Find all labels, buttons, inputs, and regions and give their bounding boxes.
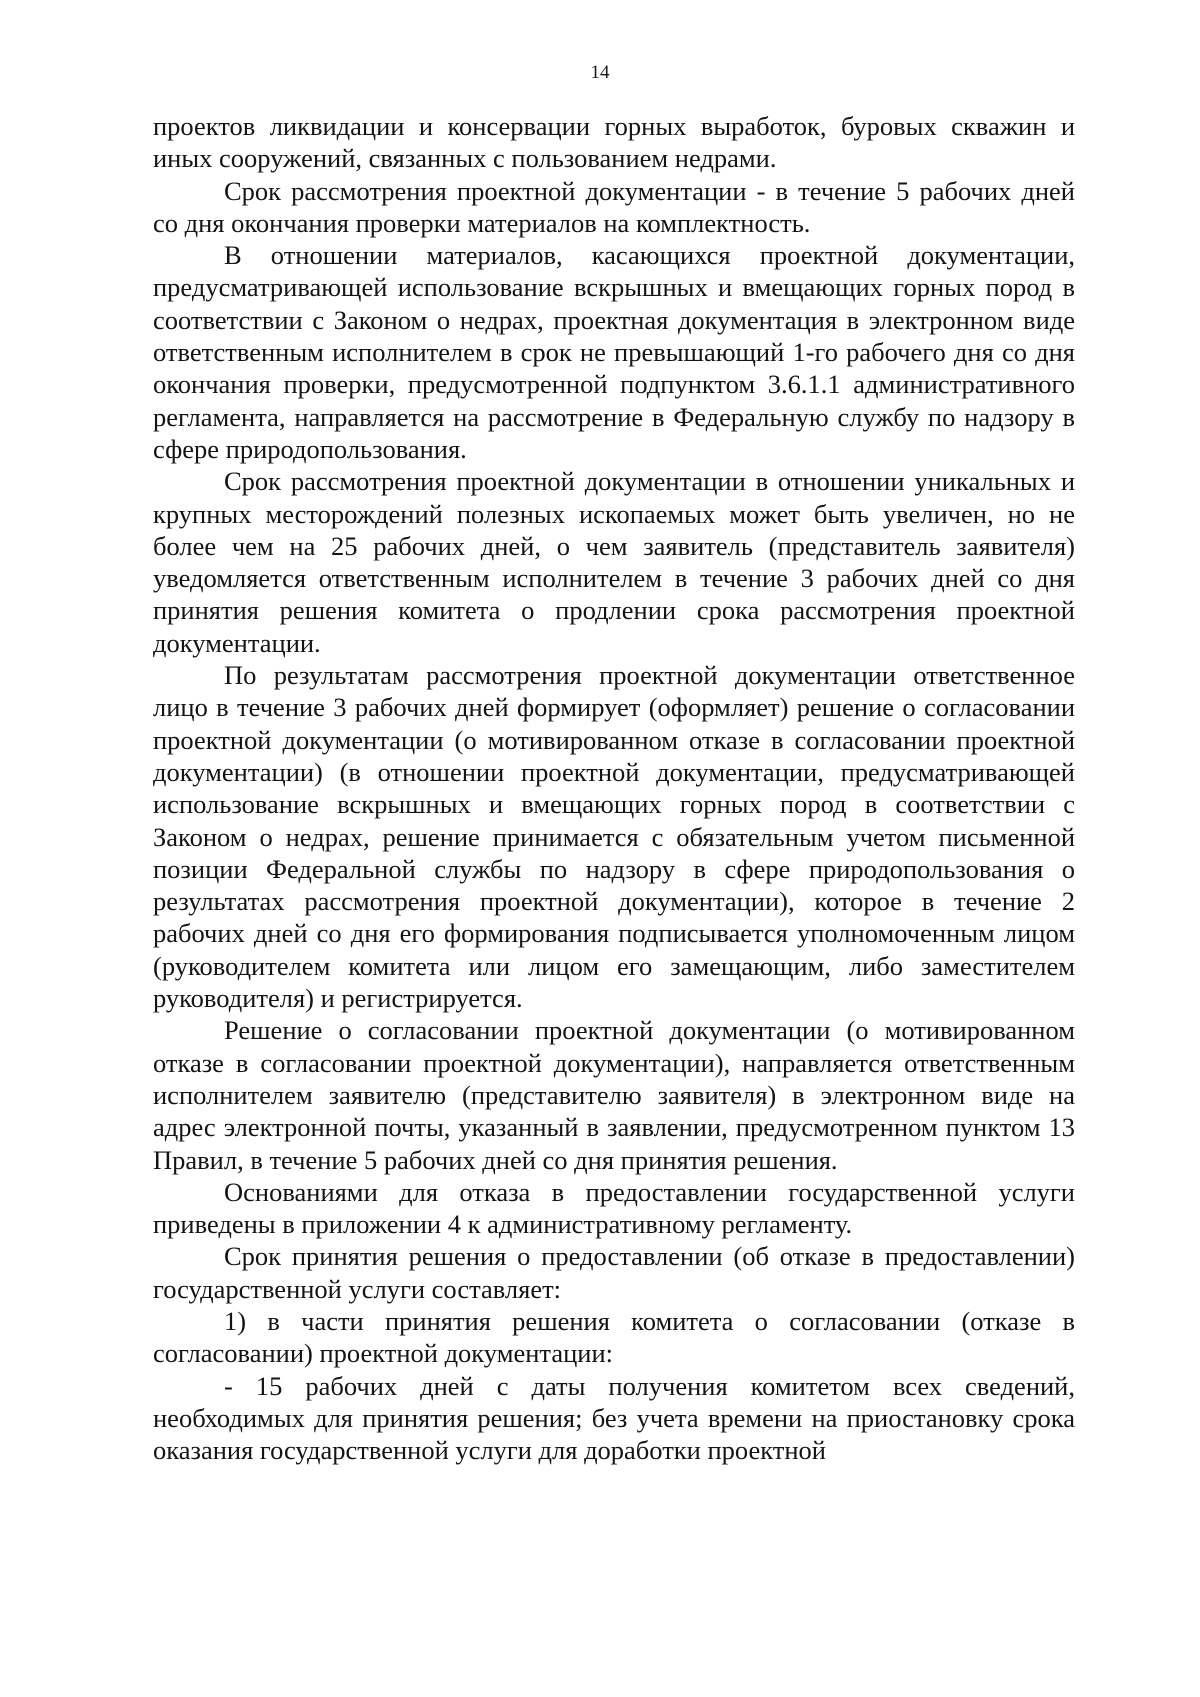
document-body <box>153 110 1075 1466</box>
paragraph-overburden-materials: В отношении материалов, касающихся проектной документации, предусматривающей использование вскрышных и вмещающих горных пород в соответствии с Законом о недрах, проектная документация в электронном виде ответственным исполнителем в срок не превышающий 1-го рабочего дня со дня окончания проверки, предусмотренной подпунктом 3.6.1.1 административного регламента, направляется на рассмотрение в Федеральную службу по надзору в сфере природопользования. <box>153 240 1075 464</box>
paragraph-review-period: Срок рассмотрения проектной документации - в течение 5 рабочих дней со дня окончания проверки материалов на комплектность. <box>153 175 1075 238</box>
paragraph-item-1: 1) в части принятия решения комитета о согласовании (отказе в согласовании) проектной документации: <box>153 1305 1075 1369</box>
paragraph-continuation: проектов ликвидации и консервации горных выработок, буровых скважин и иных сооружений, связанных с пользованием недрами. <box>153 111 1075 174</box>
paragraph-refusal-grounds: Основаниями для отказа в предоставлении государственной услуги приведены в приложении 4 к административному регламенту. <box>153 1176 1075 1240</box>
paragraph-unique-deposits: Срок рассмотрения проектной документации в отношении уникальных и крупных месторождений полезных ископаемых может быть увеличен, но не более чем на 25 рабочих дней, о чем заявитель (представитель заявителя) уведомляется ответственным исполнителем в течение 3 рабочих дней со дня принятия решения комитета о продлении срока рассмотрения проектной документации. <box>153 466 1075 658</box>
paragraph-item-1-dash: - 15 рабочих дней с даты получения комитетом всех сведений, необходимых для принятия решения; без учета времени на приостановку срока оказания государственной услуги для доработки проектной <box>153 1370 1075 1466</box>
paragraph-decision-delivery: Решение о согласовании проектной документации (о мотивированном отказе в согласовании проектной документации), направляется ответственным исполнителем заявителю (представителю заявителя) в электронном виде на адрес электронной почты, указанный в заявлении, предусмотренном пунктом 13 Правил, в течение 5 рабочих дней со дня принятия решения. <box>153 1015 1075 1175</box>
paragraph-decision-term: Срок принятия решения о предоставлении (об отказе в предоставлении) государственной услуги составляет: <box>153 1241 1075 1304</box>
page-number: 14 <box>590 62 610 83</box>
paragraph-review-results: По результатам рассмотрения проектной документации ответственное лицо в течение 3 рабочих дней формирует (оформляет) решение о согласовании проектной документации (о мотивированном отказе в согласовании проектной документации) (в отношении проектной документации, предусматривающей использование вскрышных и вмещающих горных пород в соответствии с Законом о недрах, решение принимается с обязательным учетом письменной позиции Федеральной службы по надзору в сфере природопользования о результатах рассмотрения проектной документации), которое в течение 2 рабочих дней со дня его формирования подписывается уполномоченным лицом (руководителем комитета или лицом его замещающим, либо заместителем руководителя) и регистрируется. <box>153 660 1075 1014</box>
